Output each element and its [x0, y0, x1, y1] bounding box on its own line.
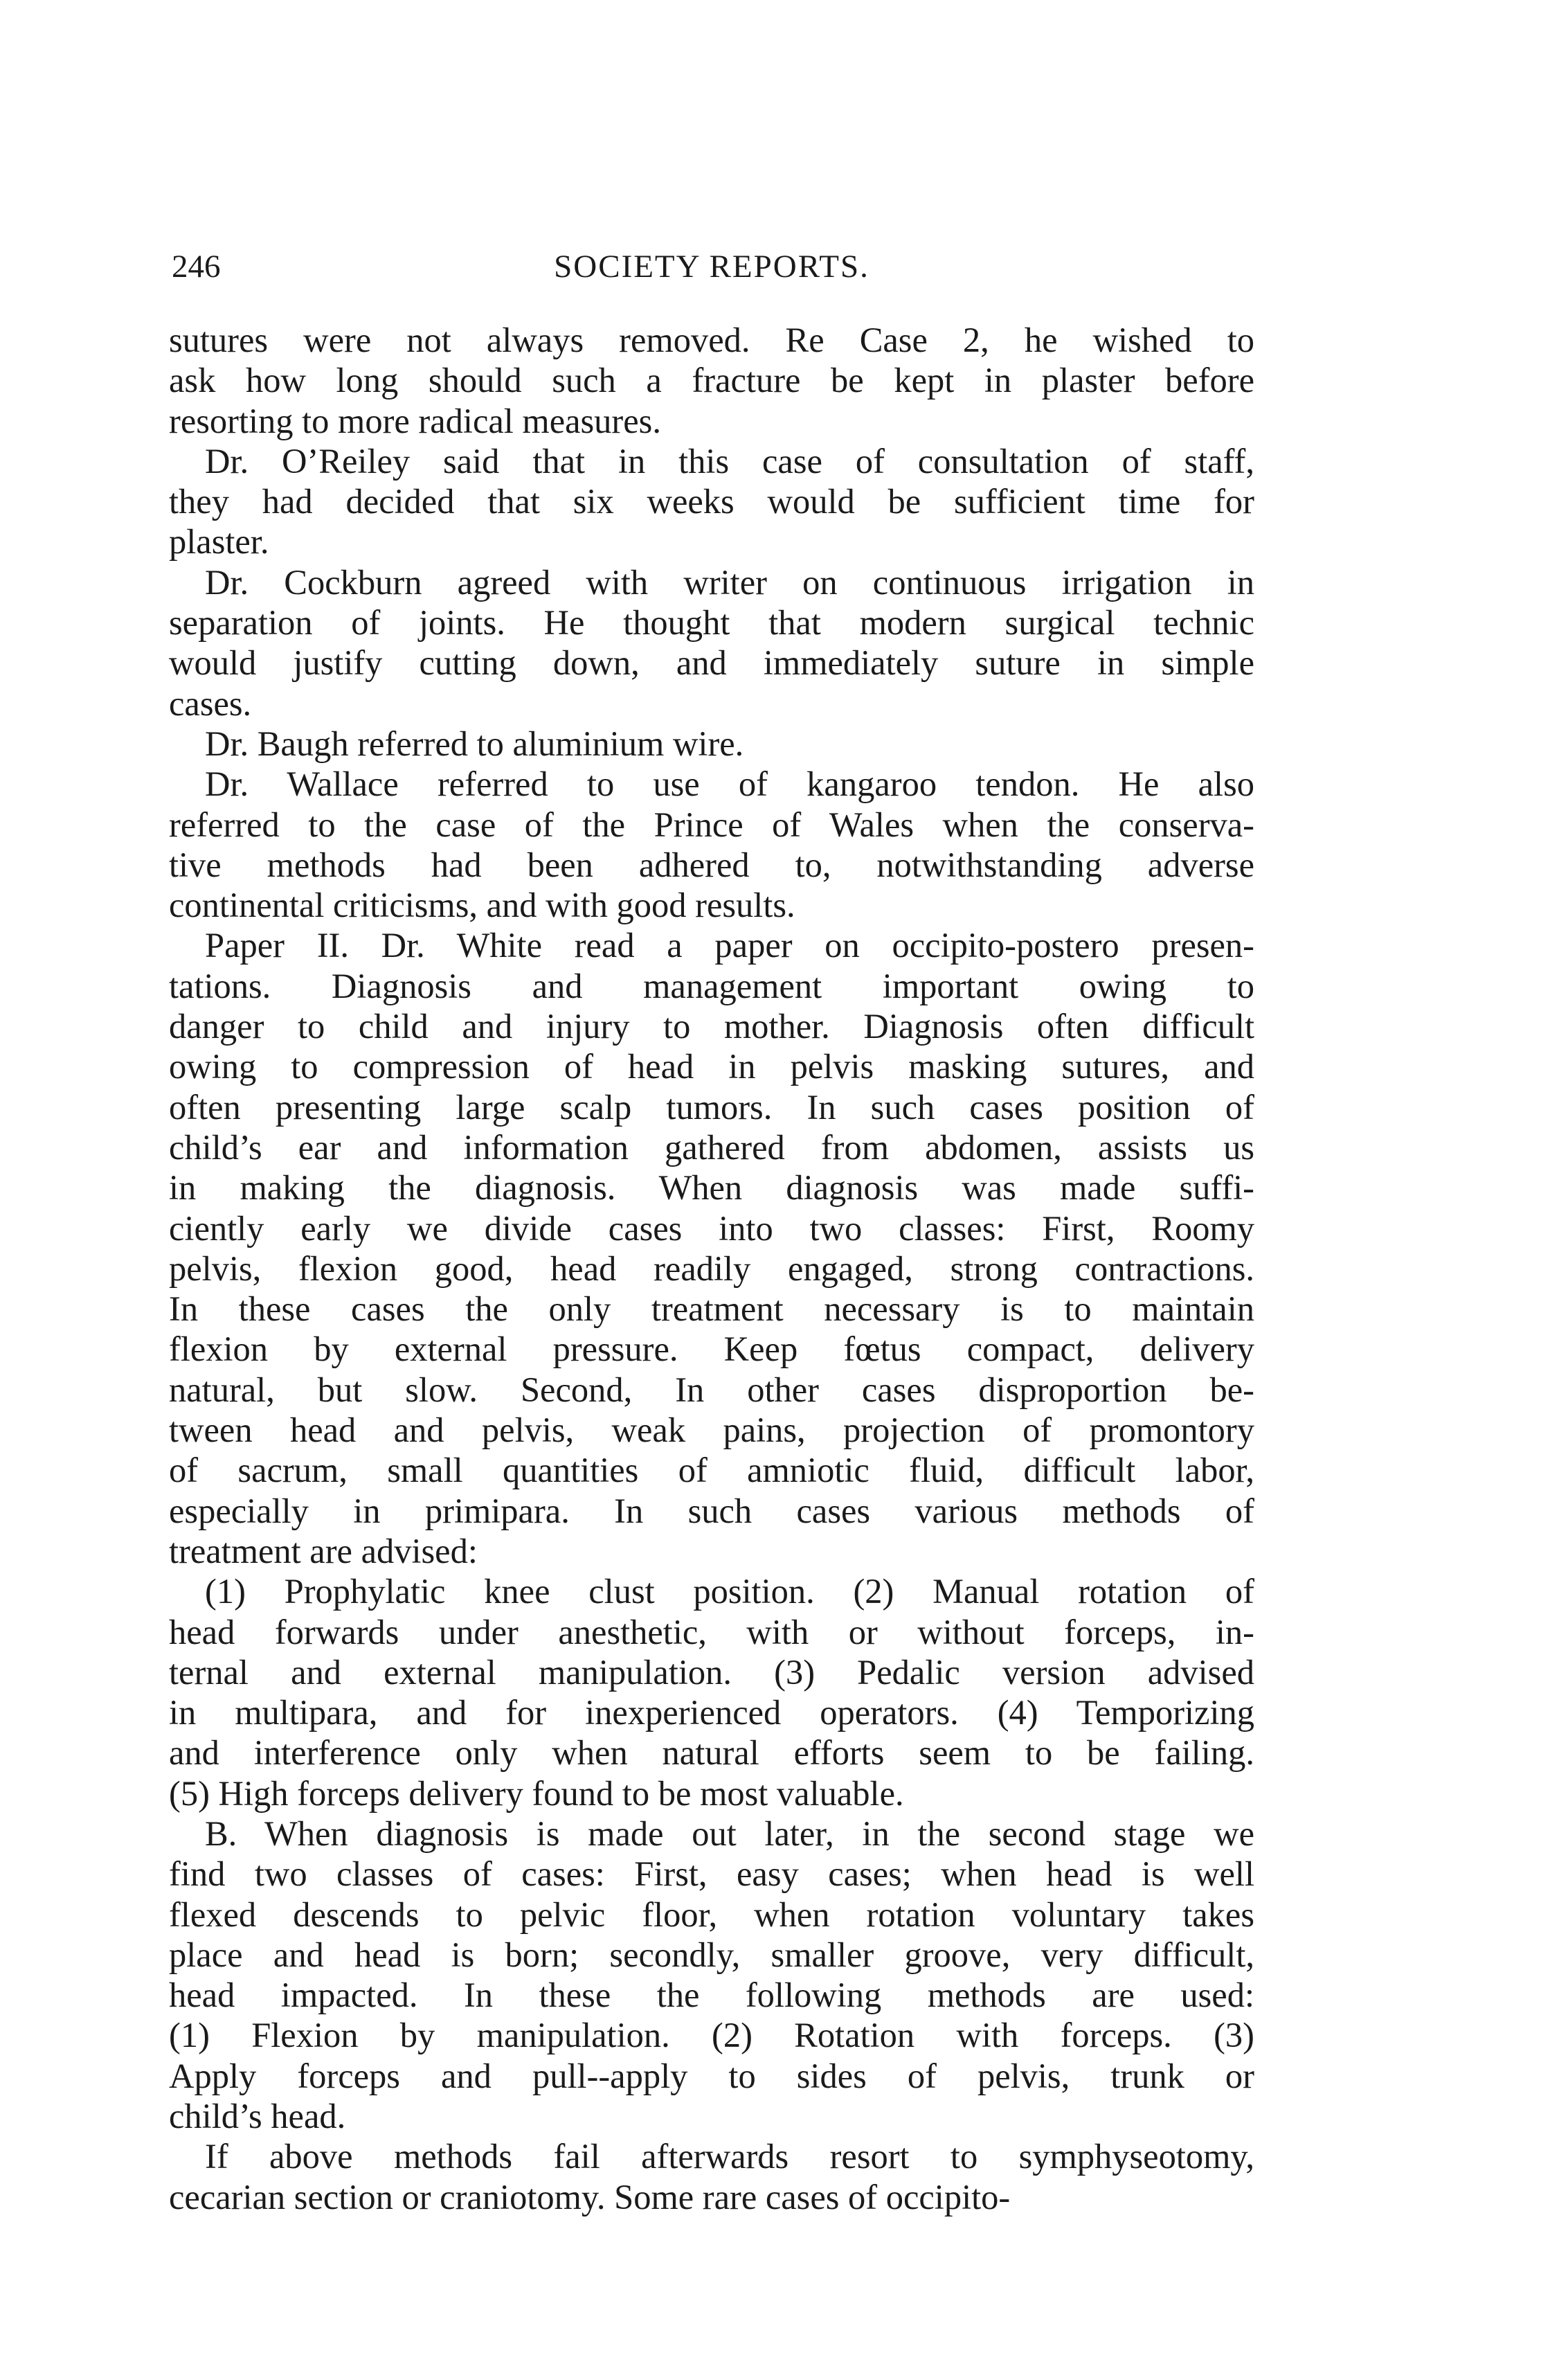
text-line: flexion by external pressure. Keep fœtus compact, delivery	[169, 1329, 1254, 1369]
body-text	[169, 320, 1254, 2217]
text-line: head forwards under anesthetic, with or without forceps, in-	[169, 1612, 1254, 1651]
text-line: (5) High forceps delivery found to be most valuable.	[169, 1773, 904, 1813]
text-line: in multipara, and for inexperienced operators. (4) Temporizing	[169, 1693, 1254, 1732]
text-line: (1) Flexion by manipulation. (2) Rotation with forceps. (3)	[169, 2016, 1254, 2055]
paragraph	[169, 2136, 1254, 2217]
paragraph	[169, 724, 1254, 764]
text-line: find two classes of cases: First, easy cases; when head is well	[169, 1854, 1254, 1894]
text-line: cases.	[169, 683, 252, 723]
text-line: Dr. Cockburn agreed with writer on continuous irrigation in	[205, 562, 1254, 602]
text-line: ternal and external manipulation. (3) Pedalic version advised	[169, 1652, 1254, 1692]
text-line: in making the diagnosis. When diagnosis was made suffi-	[169, 1168, 1254, 1208]
text-line: Dr. O’Reiley said that in this case of consultation of staff,	[205, 441, 1254, 481]
page-number: 246	[172, 249, 221, 285]
text-line: tive methods had been adhered to, notwithstanding adverse	[169, 845, 1254, 884]
text-line: B. When diagnosis is made out later, in the second stage we	[205, 1814, 1254, 1853]
running-head: SOCIETY REPORTS.	[554, 249, 869, 285]
text-line: tations. Diagnosis and management important owing to	[169, 966, 1254, 1005]
text-line: of sacrum, small quantities of amniotic fluid, difficult labor,	[169, 1451, 1254, 1490]
text-line: (1) Prophylatic knee clust position. (2) Manual rotation of	[205, 1572, 1254, 1611]
text-line: referred to the case of the Prince of Wales when the conserva-	[169, 805, 1254, 844]
text-line: Paper II. Dr. White read a paper on occipito-postero presen-	[205, 926, 1254, 965]
text-line: head impacted. In these the following methods are used:	[169, 1976, 1254, 2015]
text-line: treatment are advised:	[169, 1531, 478, 1570]
text-line: plaster.	[169, 522, 269, 562]
text-line: sutures were not always removed. Re Case 2, he wished to	[169, 321, 1254, 359]
paragraph	[169, 320, 1254, 441]
text-line: ciently early we divide cases into two classes: First, Roomy	[169, 1208, 1254, 1248]
paragraph	[169, 441, 1254, 562]
paragraph	[169, 1571, 1254, 1814]
text-line: natural, but slow. Second, In other cases disproportion be-	[169, 1370, 1254, 1409]
text-line: child’s ear and information gathered from abdomen, assists us	[169, 1127, 1254, 1167]
page-header	[172, 248, 1252, 296]
text-line: they had decided that six weeks would be sufficient time for	[169, 482, 1254, 521]
text-line: would justify cutting down, and immediately suture in simple	[169, 643, 1254, 683]
text-line: danger to child and injury to mother. Diagnosis often difficult	[169, 1007, 1254, 1046]
paragraph	[169, 562, 1254, 724]
text-line: pelvis, flexion good, head readily engaged, strong contractions.	[169, 1248, 1254, 1288]
text-line: separation of joints. He thought that modern surgical technic	[169, 603, 1254, 643]
text-line: ask how long should such a fracture be kept in plaster before	[169, 361, 1254, 400]
text-line: Dr. Baugh referred to aluminium wire.	[205, 724, 744, 763]
text-line: Dr. Wallace referred to use of kangaroo tendon. He also	[205, 764, 1254, 804]
text-line: flexed descends to pelvic floor, when rotation voluntary takes	[169, 1895, 1254, 1934]
text-line: owing to compression of head in pelvis masking sutures, and	[169, 1047, 1254, 1086]
text-line: In these cases the only treatment necessary is to maintain	[169, 1289, 1254, 1329]
text-line: continental criticisms, and with good results.	[169, 886, 795, 925]
text-line: place and head is born; secondly, smaller groove, very difficult,	[169, 1935, 1254, 1974]
text-line: Apply forceps and pull--apply to sides of pelvis, trunk or	[169, 2056, 1254, 2095]
text-line: often presenting large scalp tumors. In such cases position of	[169, 1087, 1254, 1127]
text-line: and interference only when natural efforts seem to be failing.	[169, 1733, 1254, 1773]
paragraph	[169, 1814, 1254, 2136]
paragraph	[169, 764, 1254, 925]
text-line: tween head and pelvis, weak pains, projection of promontory	[169, 1411, 1254, 1450]
text-line: resorting to more radical measures.	[169, 401, 661, 440]
paragraph	[169, 925, 1254, 1571]
text-line: If above methods fail afterwards resort to symphyseotomy,	[205, 2137, 1254, 2176]
text-line: child’s head.	[169, 2097, 346, 2136]
text-line: cecarian section or craniotomy. Some rare cases of occipito-	[169, 2177, 1011, 2217]
text-line: especially in primipara. In such cases various methods of	[169, 1491, 1254, 1530]
